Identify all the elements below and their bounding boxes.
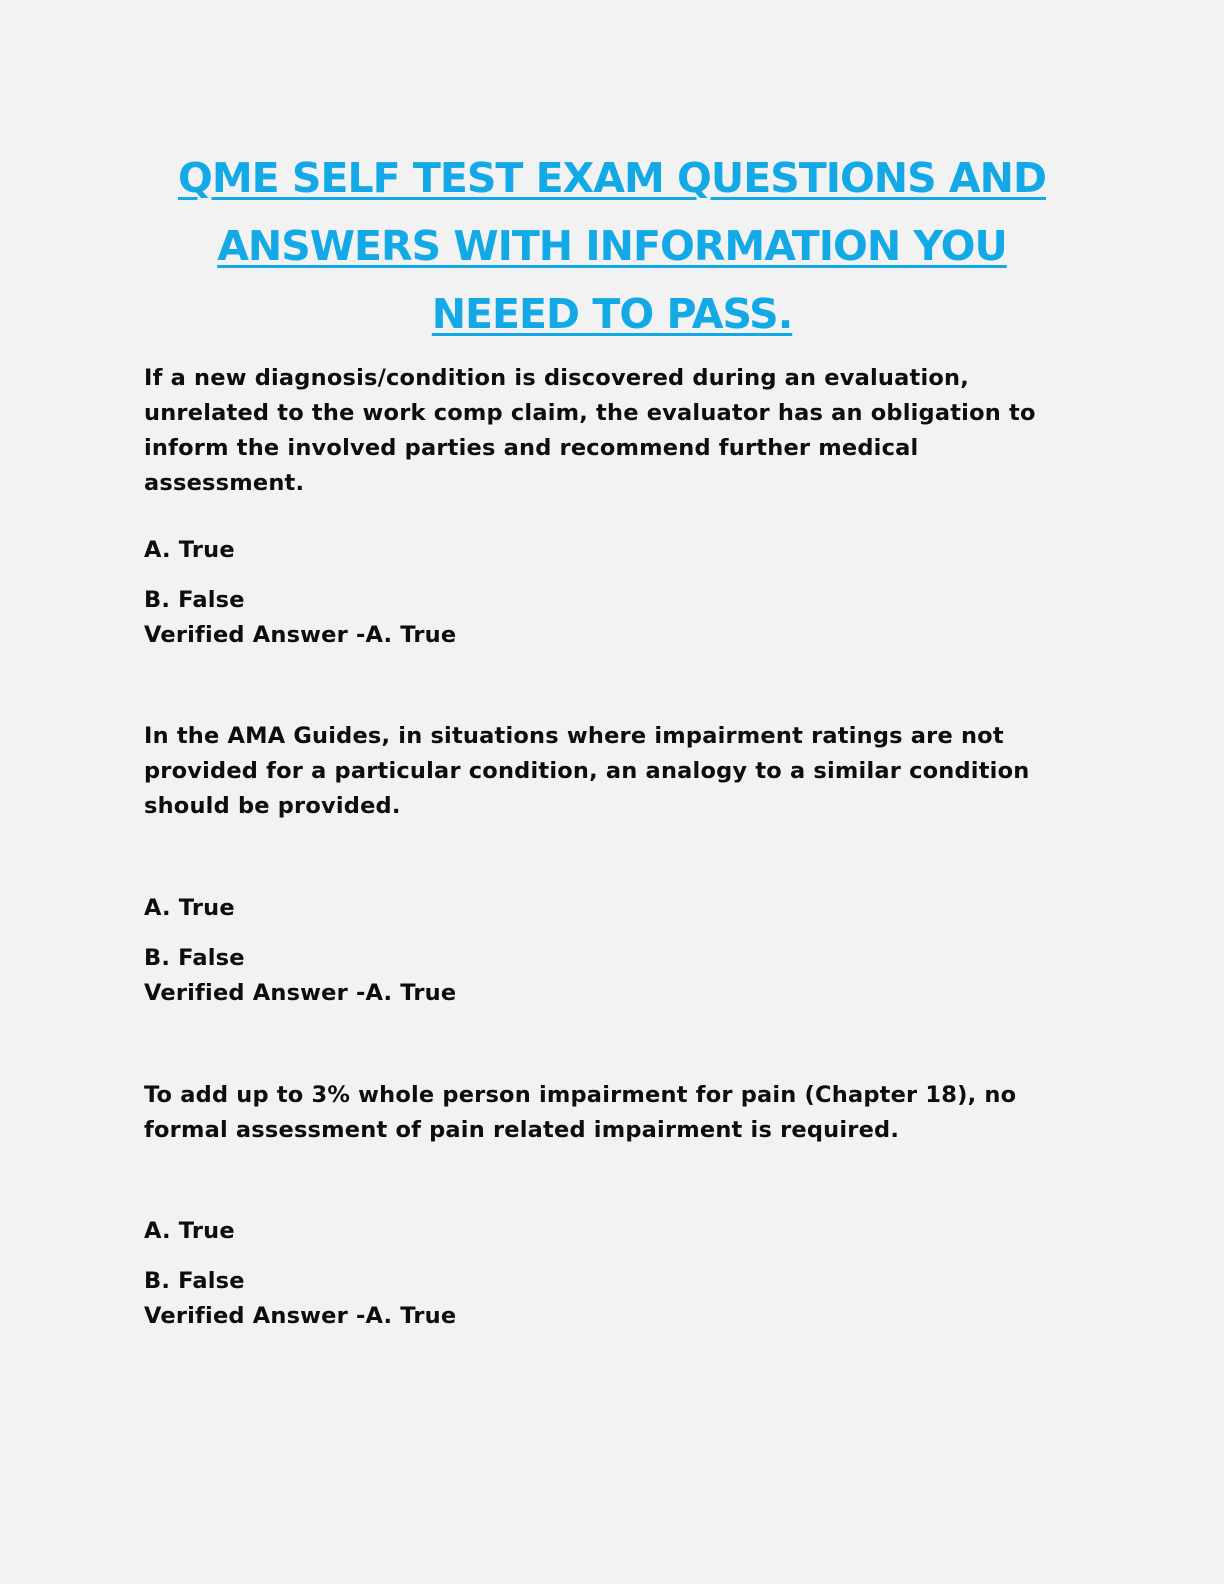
question-2-text: In the AMA Guides, in situations where impairment ratings are not provided for a particular condition, an analogy to a similar condition should be provided. xyxy=(144,723,1030,819)
question-1-options xyxy=(144,533,1084,653)
question-1-option-a: A. True xyxy=(144,537,235,563)
question-3-options xyxy=(144,1214,1084,1334)
document-title xyxy=(150,144,1074,348)
question-2-options xyxy=(144,891,1084,1011)
question-3-answer: Verified Answer -A. True xyxy=(144,1303,457,1329)
question-1-text: If a new diagnosis/condition is discovered during an evaluation, unrelated to the work comp claim, the evaluator has an obligation to inform the involved parties and recommend further medical assessment. xyxy=(144,365,1036,496)
question-1-option-b: B. False xyxy=(144,587,245,613)
question-2-option-a: A. True xyxy=(144,895,235,921)
question-2-option-b: B. False xyxy=(144,945,245,971)
title-line-1: QME SELF TEST EXAM QUESTIONS AND xyxy=(178,154,1046,202)
question-3-option-b: B. False xyxy=(144,1268,245,1294)
question-3-text: To add up to 3% whole person impairment for pain (Chapter 18), no formal assessment of pain related impairment is required. xyxy=(144,1082,1017,1143)
title-line-2: ANSWERS WITH INFORMATION YOU xyxy=(217,222,1007,270)
question-3-option-a: A. True xyxy=(144,1218,235,1244)
question-1-answer: Verified Answer -A. True xyxy=(144,622,457,648)
title-line-3: NEEED TO PASS. xyxy=(431,290,793,338)
question-2-answer: Verified Answer -A. True xyxy=(144,980,457,1006)
